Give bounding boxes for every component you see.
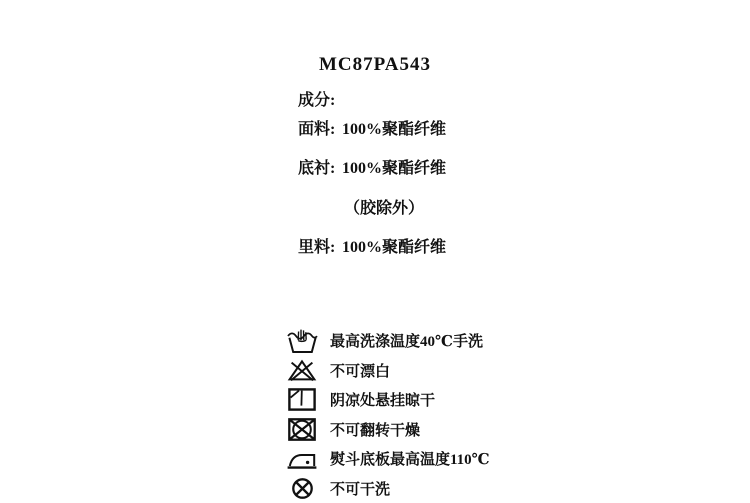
- care-instruction-text: 阴凉处悬挂晾干: [330, 389, 435, 410]
- care-instructions-list: [285, 326, 490, 503]
- composition-part-label: 底衬:: [298, 155, 342, 178]
- composition-part-value: 100%聚酯纤维: [342, 155, 446, 178]
- care-row-no-tumble-dry: [285, 415, 490, 445]
- care-instruction-text: 最高洗涤温度40℃手洗: [330, 330, 483, 351]
- care-row-shade-dry: [285, 385, 490, 415]
- care-row-no-bleach: [285, 356, 490, 386]
- care-instruction-text: 不可漂白: [330, 360, 390, 381]
- iron-max-110c-icon: [285, 449, 319, 469]
- care-instruction-text: 不可干洗: [330, 478, 390, 499]
- composition-row-backing: [298, 155, 446, 178]
- care-row-iron-110: [285, 444, 490, 474]
- composition-heading: 成分:: [298, 87, 335, 110]
- care-instruction-text: 熨斗底板最高温度110℃: [330, 448, 490, 469]
- composition-part-value: 100%聚酯纤维: [342, 116, 446, 139]
- style-number: MC87PA543: [0, 54, 750, 76]
- do-not-tumble-dry-icon: [285, 418, 319, 441]
- exclusion-note: （胶除外）: [344, 195, 424, 218]
- handwash-max-40c-icon: [285, 327, 319, 354]
- composition-part-value: 100%聚酯纤维: [342, 234, 446, 257]
- do-not-bleach-icon: [285, 358, 319, 382]
- composition-row-shell: [298, 116, 446, 139]
- do-not-dry-clean-icon: [285, 477, 319, 500]
- composition-row-lining: [298, 234, 446, 257]
- hang-dry-in-shade-icon: [285, 388, 319, 411]
- care-row-handwash: [285, 326, 490, 356]
- care-instruction-text: 不可翻转干燥: [330, 419, 420, 440]
- composition-part-label: 里料:: [298, 234, 342, 257]
- composition-part-label: 面料:: [298, 116, 342, 139]
- care-row-no-dry-clean: [285, 474, 490, 503]
